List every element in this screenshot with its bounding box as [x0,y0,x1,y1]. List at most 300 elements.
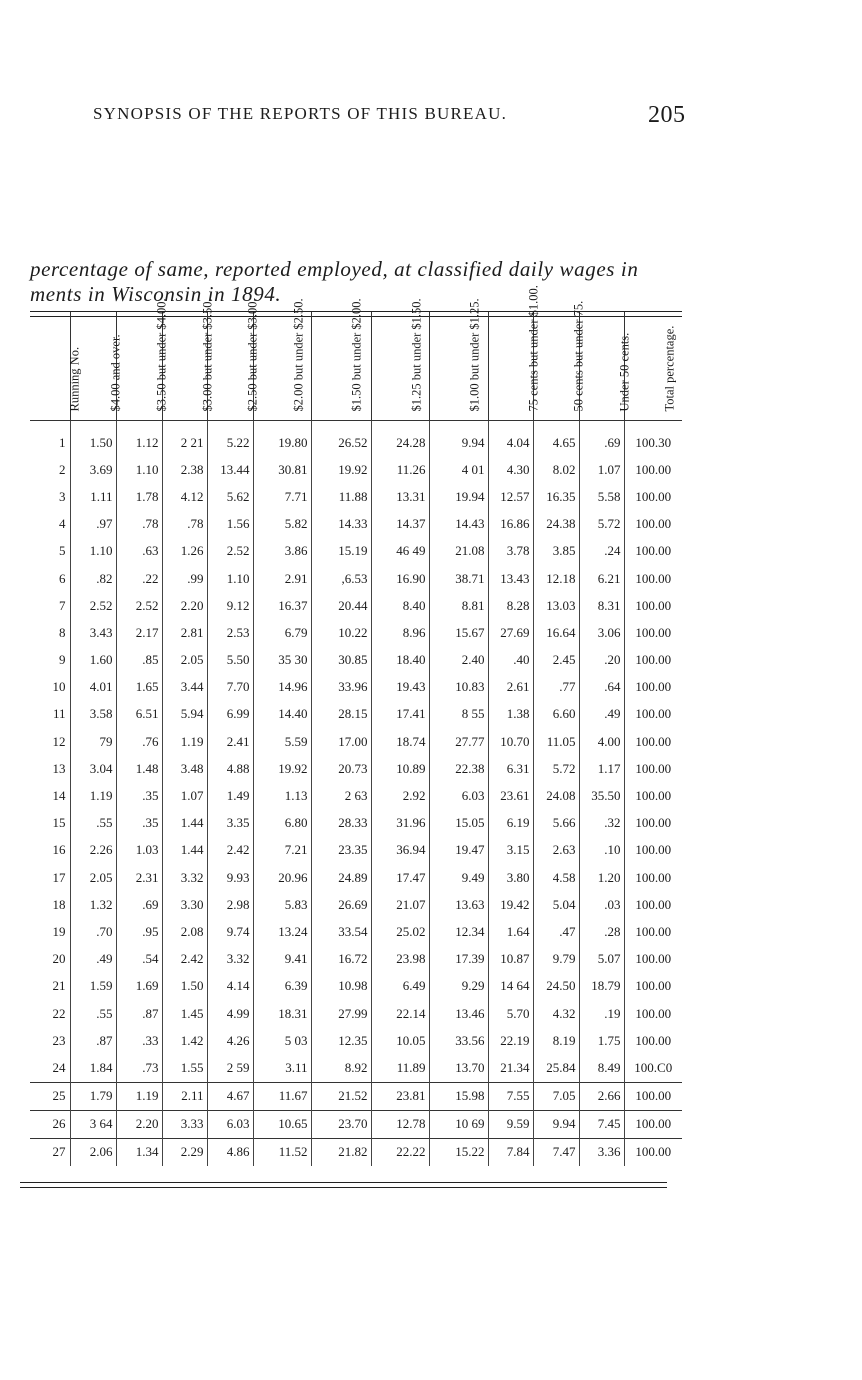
wage-percentage-cell: 24.38 [533,511,579,538]
wage-percentage-cell: 1.03 [116,837,162,864]
wage-percentage-cell: 23.61 [488,782,533,809]
wage-percentage-cell: 13.24 [253,918,311,945]
running-number-cell: 18 [52,896,66,912]
wage-percentage-cell: 1.44 [162,810,207,837]
wage-percentage-cell: 2.17 [116,619,162,646]
running-number-cell: 27 [30,1138,70,1166]
column-header [311,297,371,421]
running-number-cell: 21 [52,978,66,994]
wage-percentage-cell: 19.47 [429,837,488,864]
wage-percentage-cell: 11.05 [533,728,579,755]
wage-percentage-cell: 4.88 [207,755,253,782]
wage-percentage-cell: .97 [70,511,116,538]
wage-percentage-cell: 21.82 [311,1138,371,1166]
column-header [624,312,682,421]
wage-percentage-cell: 24.28 [371,421,429,457]
wage-percentage-cell: 16.64 [533,619,579,646]
running-number-cell: 3 [59,488,66,504]
wage-percentage-cell: 5.94 [162,701,207,728]
running-number-cell: 24 [52,1059,66,1075]
wage-percentage-cell: 23.35 [311,837,371,864]
wage-percentage-cell: 6.03 [207,1110,253,1138]
wage-percentage-cell: 33.96 [311,674,371,701]
wage-percentage-cell: 20.96 [253,864,311,891]
running-number-cell: 15 [52,815,66,831]
wage-percentage-cell: 8.02 [533,456,579,483]
wage-percentage-cell: 21.52 [311,1082,371,1110]
table-row [30,483,682,510]
wage-percentage-cell: 5.72 [533,755,579,782]
wage-percentage-cell: 2.42 [207,837,253,864]
wage-percentage-cell: 1.17 [579,755,624,782]
wage-percentage-cell: 1.11 [70,483,116,510]
total-cell: 100.00 [624,565,682,592]
wage-percentage-cell: 10 69 [429,1110,488,1138]
running-number-cell: 20 [52,951,66,967]
wage-percentage-cell: .54 [116,946,162,973]
wage-percentage-cell: 2.08 [162,918,207,945]
wage-percentage-cell: 24.89 [311,864,371,891]
total-cell: 100.00 [624,755,682,782]
wage-percentage-cell: 3.58 [70,701,116,728]
wage-percentage-cell: 10.70 [488,728,533,755]
wage-percentage-cell: 7.21 [253,837,311,864]
table-row [30,1054,682,1082]
column-header-label: $3.50 but under $4.00. [154,297,168,411]
wage-percentage-cell: 22.14 [371,1000,429,1027]
wage-percentage-cell: 4.14 [207,973,253,1000]
wage-percentage-cell: 4.01 [70,674,116,701]
table-row [30,565,682,592]
wage-percentage-cell: 11.67 [253,1082,311,1110]
wage-percentage-cell: 8.31 [579,592,624,619]
wage-percentage-cell: 13.46 [429,1000,488,1027]
wage-percentage-cell: 3.15 [488,837,533,864]
wage-percentage-cell: 4.00 [579,728,624,755]
wage-percentage-cell: .35 [116,810,162,837]
wage-percentage-cell: .32 [579,810,624,837]
total-cell: 100.00 [624,837,682,864]
wage-percentage-cell: 6.49 [371,973,429,1000]
wage-percentage-cell: 3.33 [162,1110,207,1138]
total-cell: 100.00 [624,701,682,728]
column-header-label: 75 cents but under $1.00. [526,284,540,411]
wage-percentage-cell: 3.48 [162,755,207,782]
column-header-label: $2.00 but under $2.50. [291,297,305,411]
table-row [30,1138,682,1166]
table-row [30,837,682,864]
wage-percentage-cell: 1.20 [579,864,624,891]
wage-percentage-cell: 6.39 [253,973,311,1000]
wage-percentage-cell: 9.49 [429,864,488,891]
wage-percentage-cell: 15.05 [429,810,488,837]
total-cell: 100.00 [624,538,682,565]
wage-percentage-cell: 3.11 [253,1054,311,1082]
total-cell: 100.00 [624,973,682,1000]
wage-percentage-cell: .82 [70,565,116,592]
wage-percentage-cell: 1.42 [162,1027,207,1054]
wage-percentage-cell: 22.22 [371,1138,429,1166]
wage-percentage-cell: 2.61 [488,674,533,701]
wage-percentage-cell: 7.45 [579,1110,624,1138]
wage-percentage-cell: 2.66 [579,1082,624,1110]
wage-percentage-cell: 21.07 [371,891,429,918]
wage-percentage-cell: 10.83 [429,674,488,701]
wage-percentage-cell: 1.65 [116,674,162,701]
wage-percentage-cell: 10.98 [311,973,371,1000]
running-number-cell: 19 [52,923,66,939]
wage-percentage-cell: 12.35 [311,1027,371,1054]
wage-percentage-cell: 38.71 [429,565,488,592]
wage-percentage-cell: ,6.53 [311,565,371,592]
wage-percentage-cell: 16.35 [533,483,579,510]
wage-percentage-cell: 7.55 [488,1082,533,1110]
wage-percentage-cell: .10 [579,837,624,864]
wage-percentage-cell: 10.22 [311,619,371,646]
wage-percentage-cell: 5.66 [533,810,579,837]
wage-percentage-cell: .24 [579,538,624,565]
wage-percentage-cell: 26.52 [311,421,371,457]
wage-percentage-cell: 10.05 [371,1027,429,1054]
wage-percentage-cell: 4.26 [207,1027,253,1054]
wage-percentage-cell: 8.96 [371,619,429,646]
wage-percentage-cell: 14.37 [371,511,429,538]
wage-percentage-cell: 7.47 [533,1138,579,1166]
table-header-row [30,312,682,421]
total-cell: 100.00 [624,782,682,809]
running-number-cell: 8 [59,624,66,640]
wage-percentage-cell: 2.52 [116,592,162,619]
wage-percentage-cell: 13.44 [207,456,253,483]
wage-percentage-cell: 1.12 [116,421,162,457]
wage-percentage-cell: 6.51 [116,701,162,728]
wage-percentage-cell: 13.43 [488,565,533,592]
wage-percentage-cell: 2.52 [70,592,116,619]
wage-percentage-cell: 3.86 [253,538,311,565]
running-head: SYNOPSIS OF THE REPORTS OF THIS BUREAU. [93,104,508,123]
wage-percentage-cell: 4.04 [488,421,533,457]
wage-percentage-cell: 1.32 [70,891,116,918]
wage-percentage-cell: 2.11 [162,1082,207,1110]
wage-percentage-cell: 1.75 [579,1027,624,1054]
column-header-label: $4.00 and over. [108,333,122,411]
table-row [30,946,682,973]
wage-percentage-cell: 17.41 [371,701,429,728]
wage-percentage-cell: .70 [70,918,116,945]
wage-percentage-cell: 19.43 [371,674,429,701]
wage-percentage-cell: 1.60 [70,647,116,674]
wage-percentage-cell: 6.79 [253,619,311,646]
wage-percentage-cell: 7.71 [253,483,311,510]
column-header [579,312,631,421]
total-cell: 100.00 [624,728,682,755]
wage-percentage-cell: 14.40 [253,701,311,728]
wage-percentage-cell: 1.79 [70,1082,116,1110]
wage-percentage-cell: .95 [116,918,162,945]
wage-percentage-cell: 36.94 [371,837,429,864]
wage-percentage-cell: 13.03 [533,592,579,619]
wage-percentage-cell: 9.59 [488,1110,533,1138]
wage-percentage-cell: .78 [116,511,162,538]
wage-percentage-cell: 27.69 [488,619,533,646]
wage-percentage-cell: .69 [579,421,624,457]
wage-percentage-cell: 6.03 [429,782,488,809]
total-cell: 100.30 [624,421,682,457]
wage-percentage-cell: 8.19 [533,1027,579,1054]
wage-percentage-cell: 5 03 [253,1027,311,1054]
wage-percentage-cell: 4 01 [429,456,488,483]
wage-percentage-cell: 9.94 [533,1110,579,1138]
column-header [371,297,429,421]
wage-percentage-cell: 2.20 [162,592,207,619]
table-row [30,592,682,619]
wage-percentage-cell: 33.54 [311,918,371,945]
wage-percentage-cell: 2.05 [70,864,116,891]
wage-percentage-cell: 2 59 [207,1054,253,1082]
wage-percentage-cell: 12.78 [371,1110,429,1138]
wage-percentage-cell: .85 [116,647,162,674]
wage-percentage-cell: 11.26 [371,456,429,483]
total-cell: 100.00 [624,1138,682,1166]
wage-percentage-cell: 25.84 [533,1054,579,1082]
wage-percentage-cell: 11.52 [253,1138,311,1166]
total-cell: 100.00 [624,810,682,837]
total-cell: 100.00 [624,1110,682,1138]
wage-percentage-cell: 8 55 [429,701,488,728]
wage-percentage-cell: 1.49 [207,782,253,809]
total-cell: 100.00 [624,674,682,701]
wage-percentage-cell: 16.90 [371,565,429,592]
wage-percentage-cell: 7.70 [207,674,253,701]
column-header [253,297,311,421]
wage-percentage-cell: 14.33 [311,511,371,538]
wage-percentage-cell: 1.48 [116,755,162,782]
wage-percentage-cell: 1.26 [162,538,207,565]
wage-percentage-cell: 2.40 [429,647,488,674]
wage-percentage-cell: 3.04 [70,755,116,782]
running-number-cell: 6 [59,570,66,586]
running-number-cell: 1 [59,434,66,450]
wage-percentage-cell: 1.69 [116,973,162,1000]
column-header [488,284,540,421]
column-header-label: Running No. [67,346,82,411]
wage-percentage-cell: 3.06 [579,619,624,646]
wage-percentage-cell: 2.26 [70,837,116,864]
wage-percentage-cell: 28.33 [311,810,371,837]
table-row [30,864,682,891]
wage-percentage-cell: 35 30 [253,647,311,674]
wage-percentage-cell: .87 [70,1027,116,1054]
wage-percentage-cell: 2.45 [533,647,579,674]
wage-percentage-cell: 17.39 [429,946,488,973]
wage-percentage-cell: 17.47 [371,864,429,891]
wage-percentage-cell: 1.50 [70,421,116,457]
total-cell: 100.00 [624,483,682,510]
wage-percentage-cell: 22.19 [488,1027,533,1054]
column-header-label: $1.00 but under $1.25. [467,297,481,411]
running-number-cell: 5 [59,543,66,559]
wage-percentage-cell: 10.89 [371,755,429,782]
wage-percentage-cell: 16.72 [311,946,371,973]
wage-percentage-cell: 3.32 [162,864,207,891]
total-cell: 100.00 [624,592,682,619]
wage-percentage-cell: 2.91 [253,565,311,592]
wage-percentage-cell: 2.20 [116,1110,162,1138]
running-number-cell: 12 [52,733,66,749]
table-row [30,421,682,457]
wage-percentage-cell: 23.98 [371,946,429,973]
wage-percentage-cell: 5.72 [579,511,624,538]
table-row [30,1082,682,1110]
wage-percentage-cell: 33.56 [429,1027,488,1054]
wage-percentage-cell: 2.52 [207,538,253,565]
table-row [30,810,682,837]
wage-percentage-cell: 28.15 [311,701,371,728]
wage-percentage-cell: 3.36 [579,1138,624,1166]
table-row [30,538,682,565]
wage-percentage-cell: 9.93 [207,864,253,891]
wage-percentage-cell: 26.69 [311,891,371,918]
wage-percentage-cell: 9.29 [429,973,488,1000]
total-cell: 100.00 [624,1027,682,1054]
wage-percentage-cell: 20.73 [311,755,371,782]
wage-percentage-cell: 7.05 [533,1082,579,1110]
wage-percentage-cell: 4.99 [207,1000,253,1027]
wage-percentage-cell: 18.79 [579,973,624,1000]
wage-percentage-cell: 30.85 [311,647,371,674]
wage-percentage-cell: .49 [579,701,624,728]
wage-percentage-cell: 9.74 [207,918,253,945]
wage-percentage-cell: 4.65 [533,421,579,457]
total-cell: 100.00 [624,619,682,646]
wage-percentage-cell: 5.62 [207,483,253,510]
wage-percentage-cell: .28 [579,918,624,945]
wage-percentage-cell: 3.35 [207,810,253,837]
wage-percentage-cell: .63 [116,538,162,565]
column-header-label: Under 50 cents. [617,332,631,411]
wage-percentage-cell: 19.80 [253,421,311,457]
wage-percentage-cell: 1.44 [162,837,207,864]
wage-percentage-cell: 3.80 [488,864,533,891]
wage-percentage-cell: 8.40 [371,592,429,619]
wage-percentage-cell: 19.92 [311,456,371,483]
wage-percentage-cell: 3.32 [207,946,253,973]
wage-percentage-cell: 2.05 [162,647,207,674]
wage-percentage-cell: 12.57 [488,483,533,510]
wage-percentage-cell: 9.79 [533,946,579,973]
wage-percentage-cell: .35 [116,782,162,809]
wage-percentage-cell: 1.45 [162,1000,207,1027]
wage-percentage-cell: 4.32 [533,1000,579,1027]
wage-percentage-cell: 15.98 [429,1082,488,1110]
wage-percentage-cell: 6.21 [579,565,624,592]
total-cell: 100.00 [624,1000,682,1027]
total-cell: 100.00 [624,946,682,973]
wage-percentage-cell: 2.06 [70,1138,116,1166]
wage-percentage-cell: 30.81 [253,456,311,483]
wage-percentage-cell: 1.50 [162,973,207,1000]
wage-percentage-cell: 1.19 [70,782,116,809]
wage-percentage-cell: 9.41 [253,946,311,973]
wage-percentage-cell: 1.56 [207,511,253,538]
wage-percentage-cell: 5.50 [207,647,253,674]
wage-percentage-cell: 4.67 [207,1082,253,1110]
wage-percentage-cell: 16.37 [253,592,311,619]
wage-percentage-cell: 13.70 [429,1054,488,1082]
wage-percentage-cell: .40 [488,647,533,674]
wage-percentage-cell: 11.88 [311,483,371,510]
wage-percentage-cell: .78 [162,511,207,538]
running-number-cell: 11 [52,706,66,722]
table-row [30,511,682,538]
wage-percentage-cell: .87 [116,1000,162,1027]
wage-percentage-cell: .55 [70,1000,116,1027]
wage-percentage-cell: 24.50 [533,973,579,1000]
table-row [30,891,682,918]
total-cell: 100.00 [624,647,682,674]
wage-percentage-cell: .22 [116,565,162,592]
wage-percentage-cell: 11.89 [371,1054,429,1082]
table-row [30,619,682,646]
table-row [30,647,682,674]
wage-percentage-cell: 1.10 [207,565,253,592]
wage-percentage-cell: 3.43 [70,619,116,646]
table-caption-line-1: percentage of same, reported employed, at classified daily wages in [30,257,639,281]
wage-percentage-cell: 4.86 [207,1138,253,1166]
wage-percentage-cell: 8.28 [488,592,533,619]
wage-percentage-cell: 22.38 [429,755,488,782]
total-cell: 100.00 [624,456,682,483]
running-number-cell: 16 [52,842,66,858]
wage-percentage-cell: 2 21 [162,421,207,457]
wage-percentage-cell: 2.31 [116,864,162,891]
total-cell: 100.00 [624,918,682,945]
column-header [30,312,82,421]
wage-percentage-cell: 14 64 [488,973,533,1000]
wage-percentage-cell: 18.31 [253,1000,311,1027]
wage-percentage-cell: 3 64 [70,1110,116,1138]
wage-percentage-cell: 5.70 [488,1000,533,1027]
wage-percentage-cell: 1.64 [488,918,533,945]
wage-percentage-cell: 1.19 [116,1082,162,1110]
wage-percentage-cell: .69 [116,891,162,918]
wage-percentage-cell: .73 [116,1054,162,1082]
wage-percentage-cell: 23.81 [371,1082,429,1110]
wage-percentage-cell: 14.43 [429,511,488,538]
running-number-cell: 26 [30,1110,70,1138]
wage-percentage-cell: 2.92 [371,782,429,809]
wage-percentage-cell: .20 [579,647,624,674]
wage-percentage-cell: 79 [70,728,116,755]
wage-percentage-cell: 10.65 [253,1110,311,1138]
wage-percentage-cell: 2.81 [162,619,207,646]
wage-percentage-cell: .03 [579,891,624,918]
wage-percentage-cell: 1.07 [579,456,624,483]
wage-percentage-cell: 12.34 [429,918,488,945]
wage-percentage-cell: .77 [533,674,579,701]
table-row [30,728,682,755]
wage-percentage-cell: 19.94 [429,483,488,510]
column-header-label: $1.50 but under $2.00. [349,297,363,411]
wage-percentage-cell: 5.58 [579,483,624,510]
wage-percentage-cell: 2.41 [207,728,253,755]
wage-percentage-cell: 13.31 [371,483,429,510]
running-number-cell: 23 [52,1032,66,1048]
wage-percentage-cell: 2.29 [162,1138,207,1166]
table-row [30,1110,682,1138]
column-header [429,297,488,421]
wage-percentage-cell: 15.67 [429,619,488,646]
